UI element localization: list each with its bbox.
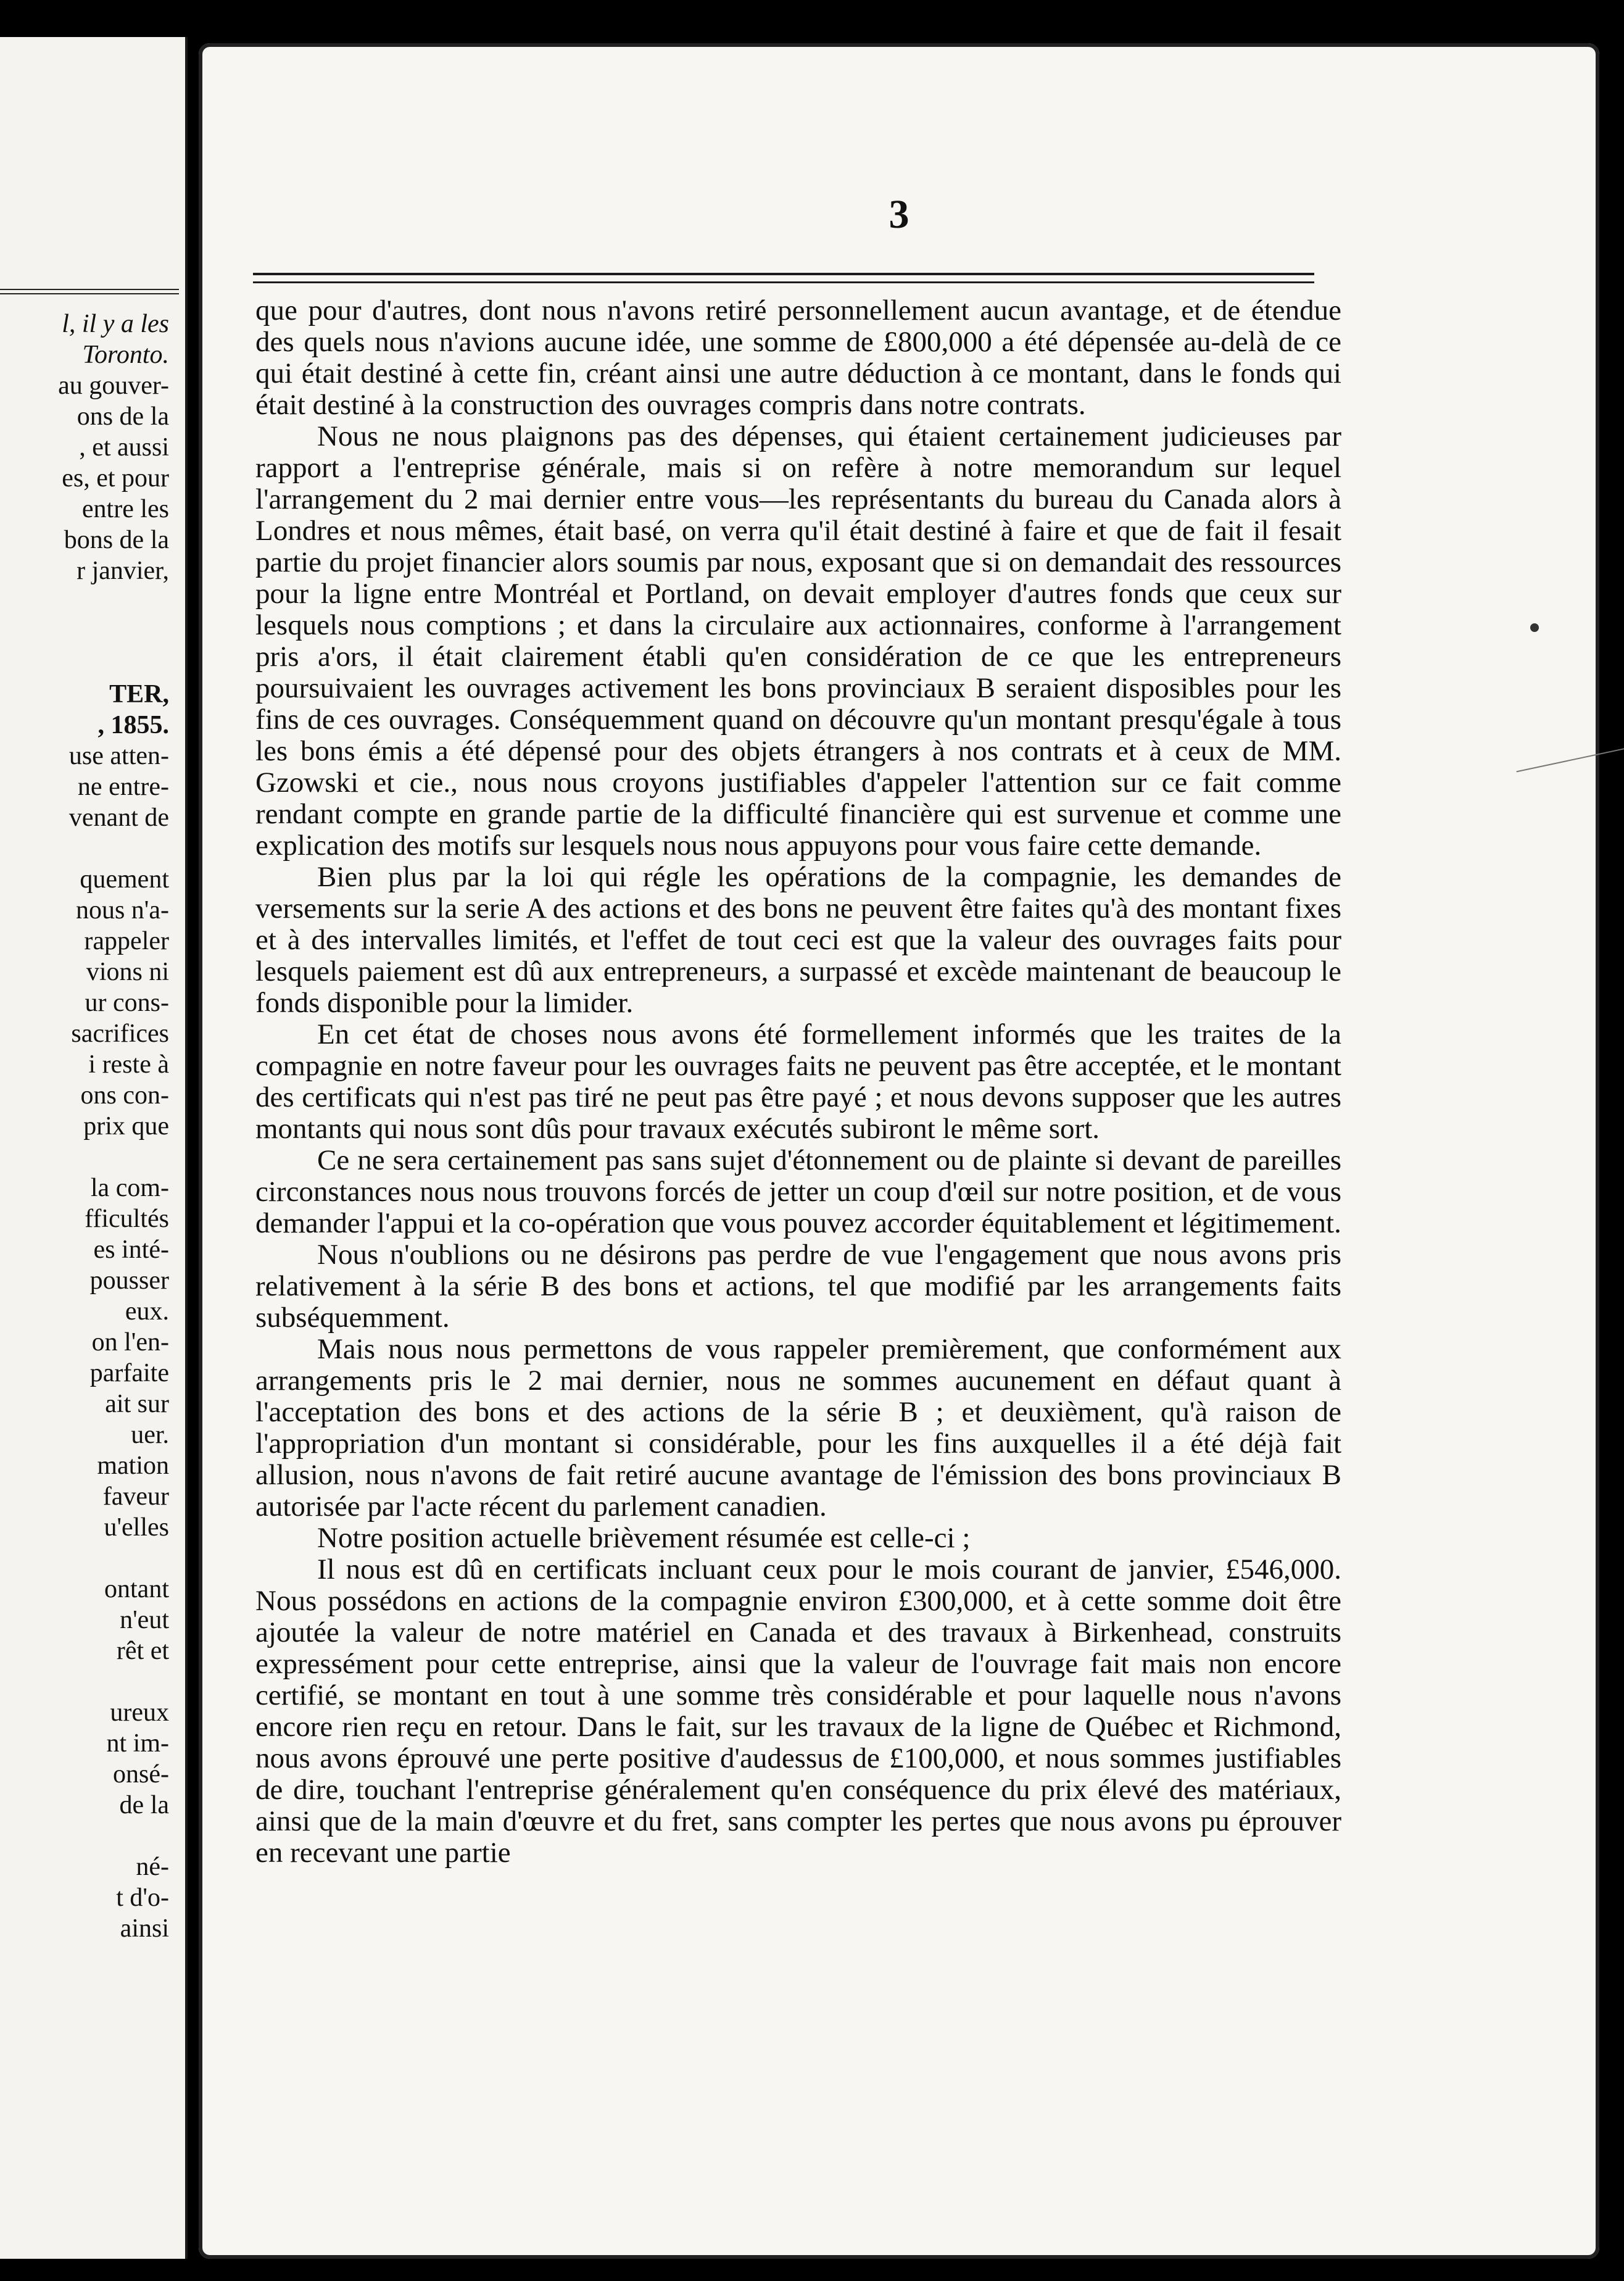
paragraph: que pour d'autres, dont nous n'avons retiré personnellement aucun avantage, et de étendue des quels nous n'avions aucune idée, une somme de £800,000 a été dépensée au-delà de ce qui était destiné à cette fin, créant ainsi une autre déduction à ce montant, dans le fonds qui était destiné à la construction des ouvrages compris dans notre contrats.	[255, 294, 1341, 421]
previous-page-line: nt im-	[106, 1729, 169, 1758]
previous-page-line: mation	[97, 1452, 169, 1480]
previous-page-line: uer.	[131, 1421, 169, 1449]
previous-page-line: sacrifices	[71, 1020, 169, 1048]
previous-page-line: entre les	[81, 495, 169, 523]
previous-page-line: prix que	[83, 1112, 169, 1140]
previous-page-line: onsé-	[113, 1760, 169, 1789]
previous-page-line: n'eut	[120, 1606, 169, 1634]
previous-page-line: u'elles	[104, 1513, 169, 1542]
paragraph: Mais nous nous permettons de vous rappeler premièrement, que conformément aux arrangements pris le 2 mai dernier, nous ne sommes aucunement en défaut quant à l'acceptation des bons et des actions de la série B ; et deuxièment, qu'à raison de l'appropriation d'un montant si considérable, pour les fins auxquelles il a été déjà fait allusion, nous n'avons de fait retiré aucune avantage de l'émission des bons provinciaux B autorisée par l'acte récent du parlement canadien.	[255, 1333, 1341, 1523]
previous-page-line: quement	[80, 865, 169, 894]
previous-page-line	[0, 1821, 169, 1851]
previous-page-line: r janvier,	[77, 557, 169, 585]
previous-page-line: ur cons-	[85, 989, 169, 1017]
previous-page-line: parfaite	[89, 1359, 169, 1387]
document-page	[199, 43, 1599, 2259]
previous-page-line	[0, 1142, 169, 1173]
previous-page-line: vions ni	[86, 958, 169, 986]
previous-page-line	[0, 648, 169, 679]
previous-page-line: t d'o-	[116, 1884, 169, 1912]
previous-page-line	[0, 1666, 169, 1697]
previous-page-line: on l'en-	[91, 1328, 169, 1357]
header-rule	[253, 273, 1314, 283]
previous-page-line: ons con-	[80, 1081, 169, 1110]
previous-page-line	[0, 833, 169, 864]
paragraph: Notre position actuelle brièvement résumée est celle-ci ;	[317, 1522, 971, 1554]
previous-page-line: ons de la	[77, 402, 169, 431]
previous-page-line: ureux	[110, 1698, 169, 1727]
previous-page-line	[0, 586, 169, 617]
previous-page-line: eux.	[125, 1297, 169, 1326]
previous-page-line: use atten-	[68, 742, 169, 770]
previous-page-line: fficultés	[85, 1205, 169, 1233]
paragraph: Bien plus par la loi qui régle les opérations de la compagnie, les demandes de versements sur la serie A des actions et des bons ne peuvent être faites qu'à des montant fixes et à des intervalles limités, et l'effet de tout ceci est que la valeur des ouvrages faits pour lesquels paiement est dû aux entrepreneurs, a surpassé et excède maintenant de beaucoup le fonds disponible pour la limider.	[255, 861, 1341, 1019]
ink-spot	[1530, 623, 1539, 632]
previous-page-line: de la	[119, 1791, 169, 1819]
previous-page-line: ontant	[104, 1575, 169, 1603]
previous-page-line: ait sur	[105, 1390, 169, 1418]
previous-page-line: l, il y a les	[62, 310, 169, 338]
previous-page-line: ne entre-	[77, 773, 169, 801]
previous-page-line: pousser	[89, 1266, 169, 1295]
previous-page-fragment	[0, 37, 188, 2259]
previous-page-line: nous n'a-	[75, 896, 169, 924]
previous-page-line	[0, 1543, 169, 1574]
previous-page-line: au gouver-	[58, 372, 169, 400]
previous-page-lines	[0, 309, 185, 1944]
previous-page-line: es inté-	[93, 1236, 169, 1264]
previous-page-line: bons de la	[64, 526, 169, 554]
previous-page-rule	[0, 289, 179, 294]
previous-page-line	[0, 617, 169, 648]
previous-page-line: rêt et	[116, 1637, 169, 1665]
previous-page-line: es, et pour	[62, 464, 169, 492]
paragraph: Ce ne sera certainement pas sans sujet d'étonnement ou de plainte si devant de pareilles circonstances nous nous trouvons forcés de jetter un coup d'œil sur notre position, et de vous demander l'appui et la co-opération que vous pouvez accorder équitablement et légitimement.	[255, 1144, 1341, 1239]
paragraph: Nous ne nous plaignons pas des dépenses, qui étaient certainement judicieuses par rapport a l'entreprise générale, mais si on refère à notre memorandum sur lequel l'arrangement du 2 mai dernier entre vous—les représentants du bureau du Canada alors à Londres et nous mêmes, était basé, on verra qu'il était destiné à faire et que de fait il fesait partie du projet financier alors soumis par nous, exposant que si on demandait des ressources pour la ligne entre Montréal et Portland, on devait employer d'autres fonds que ceux sur lesquels nous comptions ; et dans la circulaire aux actionnaires, conforme à l'arrangement pris a'ors, il était clairement établi qu'en considération de ce que les entrepreneurs poursuivaient les ouvrages activement les bons provinciaux B seraient disposibles pour les fins de ces ouvrages. Conséquemment quand on découvre qu'un montant presqu'égale à tous les bons émis a été dépensé pour des objets étrangers à nos contrats et à ceux de MM. Gzowski et cie., nous nous croyons justifiables d'appeler l'attention sur ce fait comme rendant compte en grande partie de la difficulté financière qui est survenue et comme une explication des motifs sur lesquels nous nous appuyons pour vous faire cette demande.	[255, 420, 1341, 862]
paper-crease	[1517, 748, 1624, 808]
previous-page-line: i reste à	[88, 1050, 169, 1079]
page-number: 3	[889, 192, 909, 237]
previous-page-line: né-	[136, 1853, 169, 1881]
previous-page-line: faveur	[102, 1482, 169, 1511]
previous-page-line: TER,	[109, 680, 169, 708]
paragraph: Nous n'oublions ou ne désirons pas perdre de vue l'engagement que nous avons pris relativement à la série B des bons et actions, tel que modifié par les arrangements faits subséquemment.	[255, 1239, 1341, 1334]
previous-page-line: , et aussi	[79, 433, 169, 462]
paragraph: En cet état de choses nous avons été formellement informés que les traites de la compagnie en notre faveur pour les ouvrages faits ne peuvent pas être acceptée, et le montant des certificats qui n'est pas tiré ne peut pas être payé ; et nous devons supposer que les autres montants qui nous sont dûs pour travaux exécutés subiront le même sort.	[255, 1018, 1341, 1145]
previous-page-line: Toronto.	[82, 341, 169, 369]
previous-page-line: , 1855.	[97, 711, 169, 739]
previous-page-line: ainsi	[120, 1914, 169, 1943]
previous-page-line: rappeler	[84, 927, 169, 955]
body-text	[255, 295, 1341, 1869]
previous-page-line: la com-	[90, 1174, 169, 1202]
previous-page-line: venant de	[68, 804, 169, 832]
paragraph: Il nous est dû en certificats incluant ceux pour le mois courant de janvier, £546,000. Nous possédons en actions de la compagnie environ £300,000, et à cette somme doit être ajoutée la valeur de notre matériel en Canada et des travaux à Birkenhead, construits expressément pour cette entreprise, ainsi que la valeur de l'ouvrage fait mais non encore certifié, se montant en tout à une somme très considérable et pour laquelle nous n'avons encore rien reçu en retour. Dans le fait, sur les travaux de la ligne de Québec et Richmond, nous avons éprouvé une perte positive d'audessus de £100,000, et nous sommes justifiables de dire, touchant l'entreprise généralement qu'en conséquence du prix élevé des matériaux, ainsi que de la main d'œuvre et du fret, sans compter les pertes que nous avons pu éprouver en recevant une partie	[255, 1553, 1341, 1869]
